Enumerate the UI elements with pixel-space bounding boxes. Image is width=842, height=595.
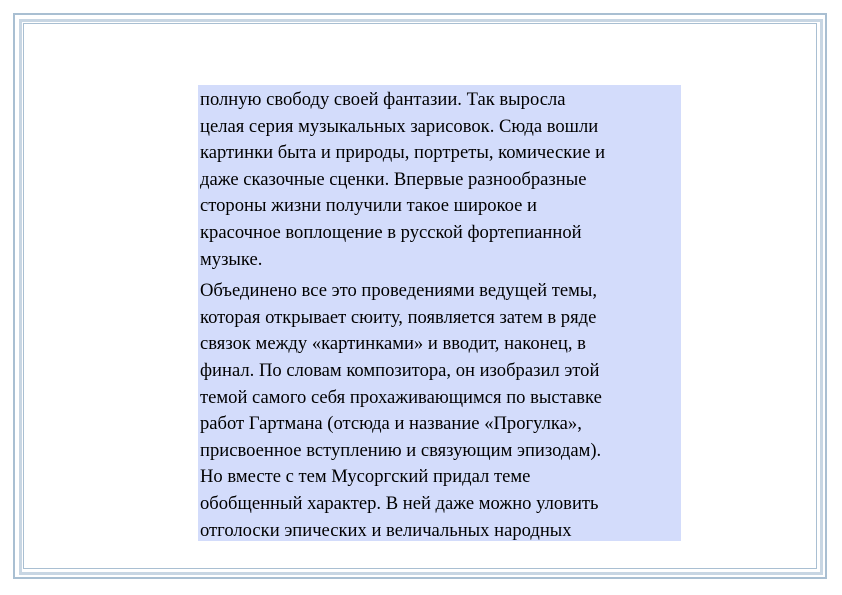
paragraph-1: полную свободу своей фантазии. Так выросла целая серия музыкальных зарисовок. Сюда вошли картинки быта и природы, портреты, комические и даже сказочные сценки. Впервые разнообразные стороны жизни получили такое широкое и красочное воплощение в русской фортепианной музыке. xyxy=(200,89,606,270)
paragraph-2: Объединено все это проведениями ведущей темы, которая открывает сюиту, появляется затем в ряде связок между «картинками» и вводит, наконец, в финал. По словам композитора, он изобразил этой темой самого себя прохаживающимся по выставке работ Гартмана (отсюда и название «Прогулка», присвоенное вступлению и связующим эпизодам). Но вместе с тем Мусоргский придал теме обобщенный характер. В ней даже можно уловить отголоски эпических и величальных народных xyxy=(200,280,602,541)
text-box xyxy=(198,85,681,541)
